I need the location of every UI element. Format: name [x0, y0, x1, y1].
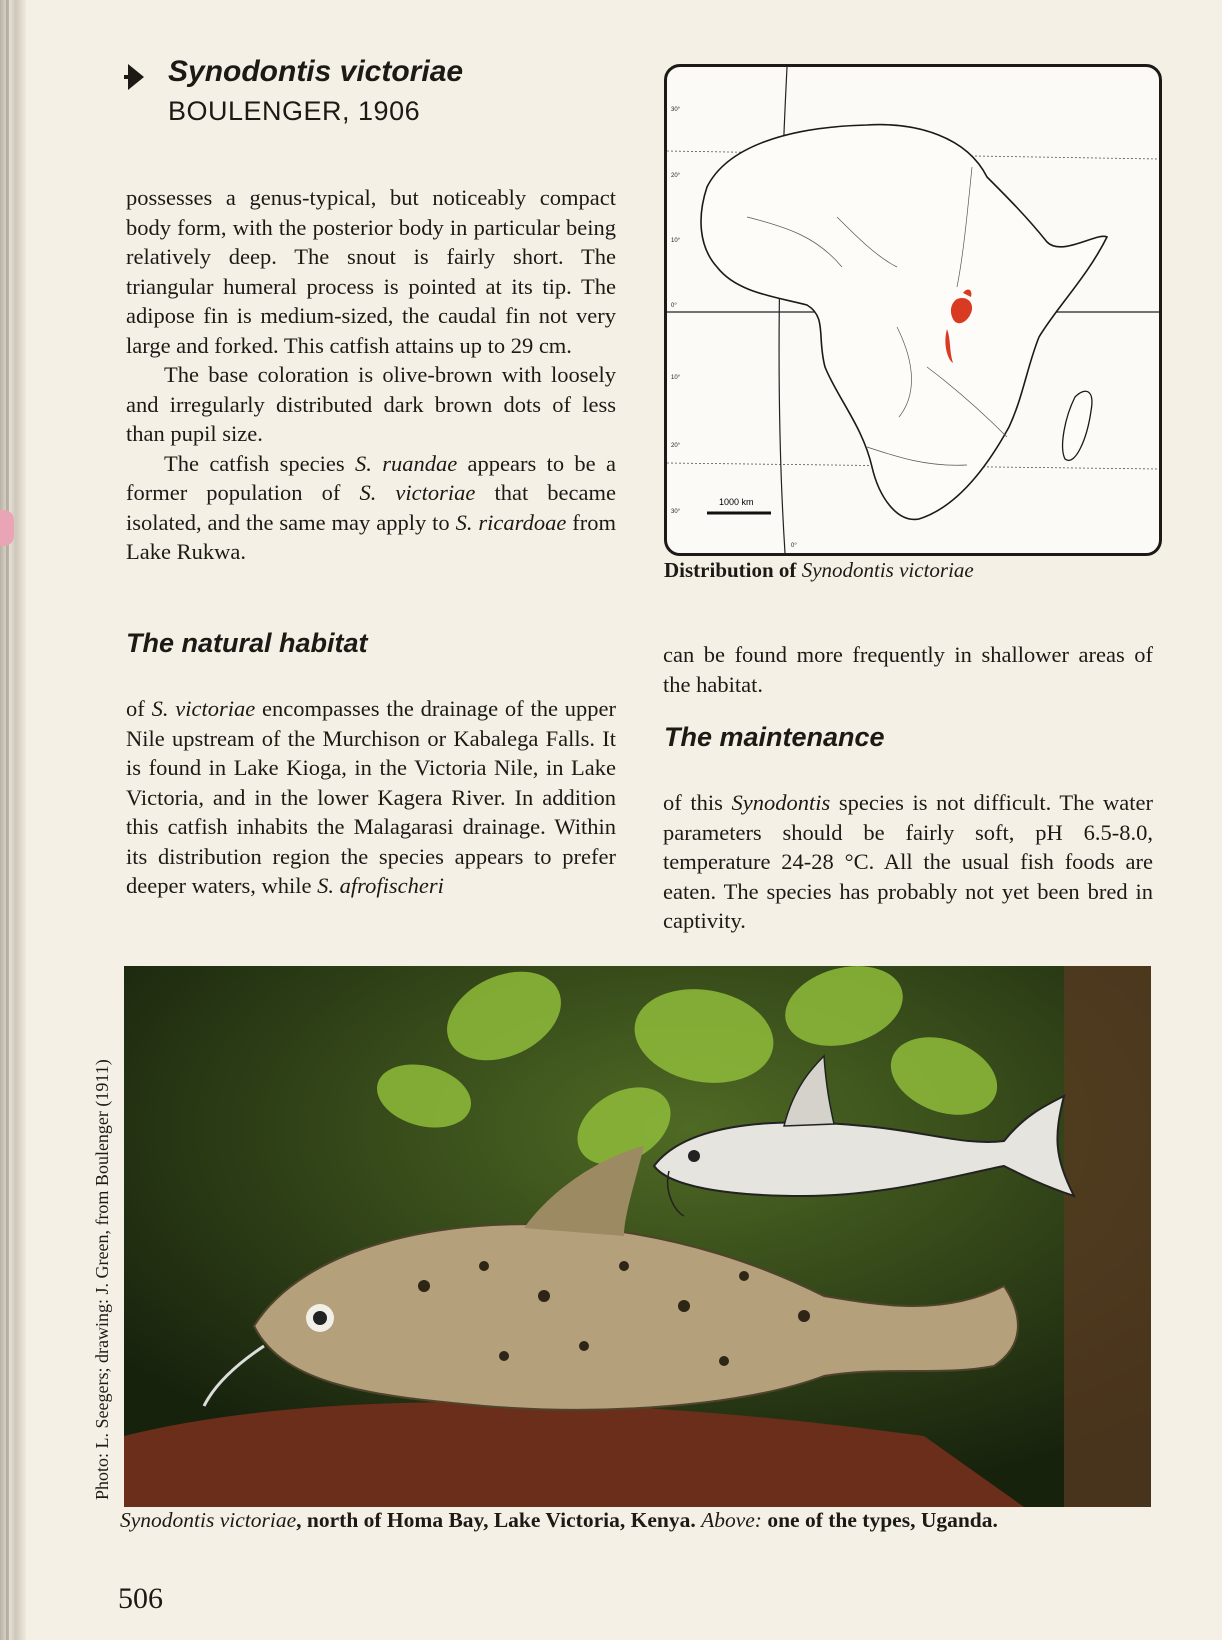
lat-label: 20° [671, 173, 681, 179]
page-number: 506 [118, 1582, 163, 1615]
intro-paragraph-2: The base coloration is olive-brown with loosely and irregularly distributed dark brown dots of less than pupil size. [126, 362, 616, 446]
intro-paragraph-1: possesses a genus-typical, but noticeably compact body form, with the posterior body in particular being relatively deep. The snout is fairly short. The triangular humeral process is pointed at its tip. The adipose fin is medium-sized, the caudal fin not very large and forked. This catfish attains up to 29 cm. [126, 185, 616, 358]
species-author: BOULENGER, 1906 [168, 96, 421, 126]
species-arrow-icon [128, 64, 144, 90]
habitat-heading: The natural habitat [126, 628, 368, 658]
book-binding [0, 0, 26, 1640]
habitat-text: of S. victoriae encompasses the drainage of the upper Nile upstream of the Murchison or Kabalega Falls. It is found in Lake Kioga, in the Victoria Nile, in Lake Victoria, and in the lower Kagera River. In addition this catfish inhabits the Malagarasi drainage. Within its distribution region the species appears to prefer deeper waters, while S. afrofischeri [126, 696, 616, 898]
lat-label: 0° [671, 303, 677, 309]
catfish-photo-svg [124, 966, 1151, 1507]
map-scale-label: 1000 km [719, 497, 754, 507]
species-title: Synodontis victoriae [168, 55, 464, 88]
photo-caption: Synodontis victoriae, north of Homa Bay, Lake Victoria, Kenya. Above: one of the types, Uganda. [120, 1508, 998, 1532]
lat-label: 30° [671, 509, 681, 515]
photo-credit: Photo: L. Seegers; drawing: J. Green, from Boulenger (1911) [92, 1059, 112, 1500]
habitat-continued: can be found more frequently in shallower areas of the habitat. [663, 642, 1153, 697]
lat-label: 10° [671, 238, 681, 244]
intro-paragraph-3: The catfish species S. ruandae appears to be a former population of S. victoriae that became isolated, and the same may apply to S. ricardoae from Lake Rukwa. [126, 450, 616, 564]
intro-text [126, 183, 616, 567]
map-caption: Distribution of Synodontis victoriae [664, 558, 974, 582]
maintenance-heading: The maintenance [664, 722, 885, 752]
distribution-map [664, 64, 1162, 556]
catfish-photo [124, 966, 1151, 1507]
maintenance-text: of this Synodontis species is not difficult. The water parameters should be fairly soft, pH 6.5-8.0, temperature 24-28 °C. All the usual fish foods are eaten. The species has probably not yet been bred in captivity. [663, 790, 1153, 933]
lon-label: 0° [791, 543, 797, 549]
africa-map-svg [667, 67, 1159, 553]
lat-label: 20° [671, 443, 681, 449]
lat-label: 30° [671, 107, 681, 113]
page-marker-tab [0, 510, 14, 546]
lat-label: 10° [671, 375, 681, 381]
